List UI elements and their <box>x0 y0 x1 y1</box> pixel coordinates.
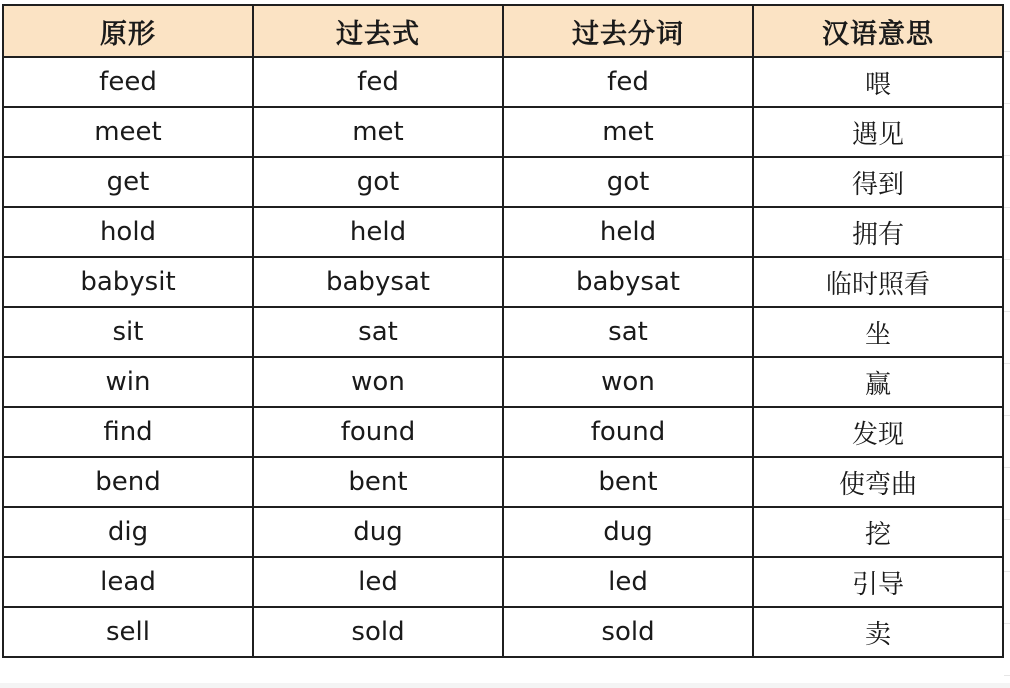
cell-base-form[interactable]: babysit <box>3 257 253 307</box>
cell-past-participle[interactable]: won <box>503 357 753 407</box>
cell-past-participle[interactable]: found <box>503 407 753 457</box>
cell-past-tense[interactable]: fed <box>253 57 503 107</box>
table-row <box>3 507 1003 557</box>
cell-base-form[interactable]: dig <box>3 507 253 557</box>
cell-past-tense[interactable]: babysat <box>253 257 503 307</box>
cell-past-participle[interactable]: bent <box>503 457 753 507</box>
cell-past-participle[interactable]: sold <box>503 607 753 657</box>
cell-past-participle[interactable]: babysat <box>503 257 753 307</box>
cell-chinese-meaning[interactable]: 得到 <box>753 157 1003 207</box>
cell-base-form[interactable]: sit <box>3 307 253 357</box>
cell-past-tense[interactable]: sat <box>253 307 503 357</box>
cell-base-form[interactable]: lead <box>3 557 253 607</box>
cell-past-participle[interactable]: dug <box>503 507 753 557</box>
table-row <box>3 457 1003 507</box>
table-row <box>3 257 1003 307</box>
table-row <box>3 157 1003 207</box>
cell-chinese-meaning[interactable]: 使弯曲 <box>753 457 1003 507</box>
cell-past-tense[interactable]: dug <box>253 507 503 557</box>
table-row <box>3 557 1003 607</box>
cell-past-tense[interactable]: won <box>253 357 503 407</box>
grid-margin-right <box>1004 0 1010 688</box>
table-row <box>3 207 1003 257</box>
cell-chinese-meaning[interactable]: 引导 <box>753 557 1003 607</box>
header-past-participle: 过去分词 <box>503 5 753 57</box>
cell-chinese-meaning[interactable]: 卖 <box>753 607 1003 657</box>
cell-base-form[interactable]: sell <box>3 607 253 657</box>
table-body <box>3 57 1003 657</box>
cell-chinese-meaning[interactable]: 拥有 <box>753 207 1003 257</box>
header-base-form: 原形 <box>3 5 253 57</box>
table-row <box>3 357 1003 407</box>
cell-past-tense[interactable]: led <box>253 557 503 607</box>
header-row <box>3 5 1003 57</box>
cell-base-form[interactable]: meet <box>3 107 253 157</box>
cell-past-tense[interactable]: sold <box>253 607 503 657</box>
cell-base-form[interactable]: get <box>3 157 253 207</box>
cell-past-participle[interactable]: sat <box>503 307 753 357</box>
irregular-verbs-table <box>2 4 1004 658</box>
table-row <box>3 57 1003 107</box>
cell-chinese-meaning[interactable]: 赢 <box>753 357 1003 407</box>
cell-past-tense[interactable]: held <box>253 207 503 257</box>
cell-past-participle[interactable]: held <box>503 207 753 257</box>
cell-chinese-meaning[interactable]: 挖 <box>753 507 1003 557</box>
cell-past-tense[interactable]: got <box>253 157 503 207</box>
cell-chinese-meaning[interactable]: 喂 <box>753 57 1003 107</box>
cell-base-form[interactable]: find <box>3 407 253 457</box>
cell-past-participle[interactable]: led <box>503 557 753 607</box>
cell-past-tense[interactable]: found <box>253 407 503 457</box>
cell-base-form[interactable]: bend <box>3 457 253 507</box>
cell-chinese-meaning[interactable]: 坐 <box>753 307 1003 357</box>
grid-margin-bottom <box>0 683 1010 688</box>
cell-past-tense[interactable]: bent <box>253 457 503 507</box>
cell-chinese-meaning[interactable]: 遇见 <box>753 107 1003 157</box>
cell-base-form[interactable]: feed <box>3 57 253 107</box>
cell-past-participle[interactable]: fed <box>503 57 753 107</box>
cell-past-participle[interactable]: met <box>503 107 753 157</box>
header-chinese-meaning: 汉语意思 <box>753 5 1003 57</box>
table-row <box>3 607 1003 657</box>
cell-chinese-meaning[interactable]: 临时照看 <box>753 257 1003 307</box>
cell-base-form[interactable]: hold <box>3 207 253 257</box>
cell-chinese-meaning[interactable]: 发现 <box>753 407 1003 457</box>
cell-base-form[interactable]: win <box>3 357 253 407</box>
cell-past-participle[interactable]: got <box>503 157 753 207</box>
cell-past-tense[interactable]: met <box>253 107 503 157</box>
table-row <box>3 107 1003 157</box>
table-row <box>3 407 1003 457</box>
table-row <box>3 307 1003 357</box>
header-past-tense: 过去式 <box>253 5 503 57</box>
